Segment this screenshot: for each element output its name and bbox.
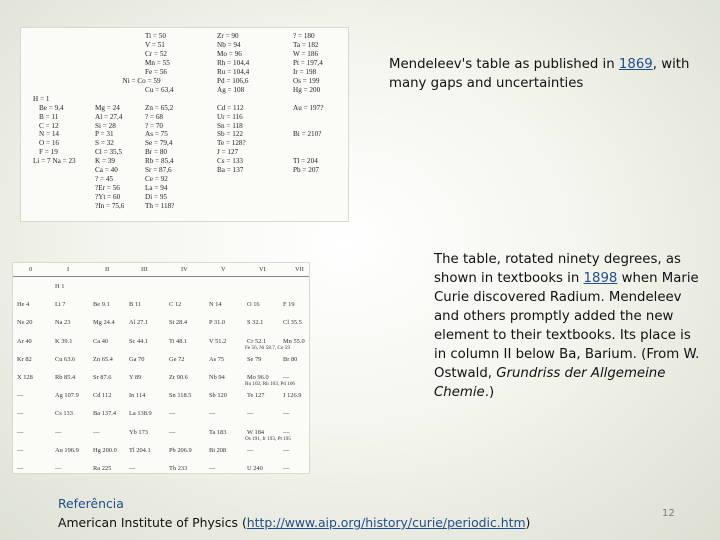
table-1898-cell: N 14 xyxy=(209,301,222,309)
table-1898-cell: F 19 xyxy=(283,301,295,309)
table-1898-cell: — xyxy=(17,428,24,436)
table-1898-cell: Th 233 xyxy=(169,465,188,472)
table-1869-cell: Tl = 204 xyxy=(293,157,318,166)
table-1869-cell: F = 19 xyxy=(39,148,58,157)
table-1898-cell: Kr 82 xyxy=(17,355,32,363)
table-1869-cell: Se = 79,4 xyxy=(145,139,173,148)
table-1898-cell: J 126.9 xyxy=(283,392,302,400)
table-1869-cell: Th = 118? xyxy=(145,202,175,211)
table-1869-cell: La = 94 xyxy=(145,184,168,193)
table-1898-cell: H 1 xyxy=(55,283,65,290)
table-1898-cell: Y 89 xyxy=(129,374,142,381)
caption-1869-text-after: , with many gaps and uncertainties xyxy=(389,57,690,91)
caption-1898-text-part2: when Marie Curie discovered Radium. Mendeleev and others promptly added the new element to their textbooks. Its place is in column II below Ba, Barium. (From W. Ostwald, xyxy=(434,271,700,381)
table-1898-cell: Ta 183 xyxy=(209,428,227,436)
table-1898-cell: La 138.9 xyxy=(129,410,152,418)
table-1869-cell: Os = 199 xyxy=(293,76,320,85)
table-1898-cell: Mn 55.0 xyxy=(283,337,305,345)
table-1898-cell: — xyxy=(283,374,290,381)
table-1869-cell: Cr = 52 xyxy=(145,49,168,58)
table-1898-cell: Sr 87.6 xyxy=(93,374,112,381)
table-1898-cell: Te 127 xyxy=(247,392,265,400)
table-1898-cell: Bi 208 xyxy=(209,446,227,454)
table-1898-cell: Ga 70 xyxy=(129,355,145,363)
table-1869-cell: ? = 70 xyxy=(145,121,164,130)
table-1898-header: IV xyxy=(181,266,188,273)
table-1898-cell: Zr 90.6 xyxy=(169,374,188,381)
table-1898-cell: Ba 137.4 xyxy=(93,410,117,418)
table-1869-cell: Ta = 182 xyxy=(293,40,319,49)
table-1898-cell: Mo 96.0 xyxy=(247,374,269,381)
table-1898-cell: He 4 xyxy=(17,301,30,309)
table-1898-cell: Ti 48.1 xyxy=(169,337,188,345)
table-1869-cell: Ni = Co = 59 xyxy=(122,76,161,85)
table-1898-group-viii: Ru 102, Rh 103, Pd 106 xyxy=(245,381,296,387)
table-1869-cell: Cl = 35,5 xyxy=(95,148,123,157)
mendeleev-1869-table-image xyxy=(20,27,349,222)
reference-source-text: American Institute of Physics ( xyxy=(58,515,247,530)
table-1898-cell: Na 23 xyxy=(55,319,71,327)
table-1869-cell: ?In = 75,6 xyxy=(95,202,125,211)
table-1869-cell: H = 1 xyxy=(33,94,50,103)
table-1898-cell: — xyxy=(17,392,24,400)
year-1898-link[interactable]: 1898 xyxy=(583,271,618,286)
reference-source xyxy=(58,515,530,530)
table-1869-cell: Ba = 137 xyxy=(217,166,244,175)
table-1898-cell: Zn 65.4 xyxy=(93,355,113,363)
mendeleev-1898-table-image xyxy=(12,262,310,474)
table-1869-cell: W = 186 xyxy=(293,49,319,58)
table-1898-cell: Ar 40 xyxy=(17,337,32,345)
table-1898-cell: Si 28.4 xyxy=(169,319,188,327)
table-1898-cell: — xyxy=(209,465,216,472)
table-1898-cell: Tl 204.1 xyxy=(129,446,151,454)
table-1898-cell: Pb 206.9 xyxy=(169,446,192,454)
table-1898-cell: — xyxy=(247,446,254,454)
caption-1898 xyxy=(434,250,702,402)
table-1898-cell: Ca 40 xyxy=(93,337,109,345)
table-1869-cell: Pt = 197,4 xyxy=(293,58,323,67)
table-1869-cell: Fe = 56 xyxy=(145,67,168,76)
table-1898-cell: — xyxy=(17,446,24,454)
reference-close-paren: ) xyxy=(525,515,531,530)
table-1869-cell: C = 12 xyxy=(39,121,59,130)
table-1869-cell: S = 32 xyxy=(95,139,114,148)
table-1898-header: III xyxy=(141,266,148,273)
table-1869-cell: N = 14 xyxy=(39,130,60,139)
table-1869-cell: Si = 28 xyxy=(95,121,116,130)
table-1869-cell: Br = 80 xyxy=(145,148,168,157)
table-1869-cell: Hg = 200 xyxy=(293,85,321,94)
table-1869-cell: Zr = 90 xyxy=(217,32,239,40)
table-1898-header-rule xyxy=(13,276,309,277)
table-1898-cell: W 184 xyxy=(247,428,265,436)
table-1898-header: VII xyxy=(295,266,304,273)
table-1869-cell: Ag = 108 xyxy=(217,85,245,94)
table-1869-cell: Mo = 96 xyxy=(217,49,242,58)
table-1898-cell: Sn 118.5 xyxy=(169,392,192,400)
table-1898-cell: Li 7 xyxy=(55,301,66,309)
table-1898-cell: — xyxy=(129,465,136,472)
table-1898-header: I xyxy=(67,266,70,273)
table-1898-cell: C 12 xyxy=(169,301,182,309)
table-1869-cell: Ce = 92 xyxy=(145,175,168,184)
table-1898-cell: Cl 35.5 xyxy=(283,319,302,327)
table-1898-cell: V 51.2 xyxy=(209,337,227,345)
table-1898-cell: K 39.1 xyxy=(55,337,73,345)
table-1898-cell: Mg 24.4 xyxy=(93,319,115,327)
table-1869-cell: Al = 27,4 xyxy=(95,112,123,121)
table-1869-cell: Pb = 207 xyxy=(293,166,320,175)
table-1869-cell: O = 16 xyxy=(39,139,60,148)
table-1898-cell: Be 9.1 xyxy=(93,301,110,309)
table-1898-group-viii: Fe 56, Ni 58.7, Co 59 xyxy=(245,344,290,351)
caption-1898-text-part3: .) xyxy=(484,385,495,400)
table-1869-cell: ? = 45 xyxy=(95,175,114,184)
table-1898-group-viii: Os 191, Ir 193, Pt 195 xyxy=(245,435,291,442)
table-1898-cell: Cs 133 xyxy=(55,410,73,418)
table-1898-cell: — xyxy=(169,410,176,418)
table-1869-cell: Ti = 50 xyxy=(145,32,166,40)
reference-url-link[interactable]: http://www.aip.org/history/curie/periodic.htm xyxy=(246,515,526,530)
table-1898-header: 0 xyxy=(29,266,33,273)
caption-1869 xyxy=(389,55,709,93)
table-1869-cell: ? = 68 xyxy=(145,112,164,121)
table-1898-cell: B 11 xyxy=(129,301,142,309)
table-1898-cell: — xyxy=(247,410,254,418)
table-1898-cell: — xyxy=(55,465,62,472)
table-1869-cell: Rh = 104,4 xyxy=(217,58,250,67)
table-1898-cell: — xyxy=(283,410,290,418)
table-1869-cell: Rb = 85,4 xyxy=(145,157,174,166)
table-1898-cell: — xyxy=(283,428,290,436)
year-1869-link[interactable]: 1869 xyxy=(618,57,653,72)
table-1898-header: V xyxy=(221,266,226,273)
table-1869-cell: Cd = 112 xyxy=(217,103,244,112)
table-1869-cell: Zn = 65,2 xyxy=(145,103,174,112)
table-1898-cell: O 16 xyxy=(247,301,260,309)
table-1869-cell: Nb = 94 xyxy=(217,40,241,49)
table-1869-cell: Ca = 40 xyxy=(95,166,118,175)
slide-number: 12 xyxy=(662,508,675,519)
table-1869-cell: V = 51 xyxy=(145,40,165,49)
reference-heading: Referência xyxy=(58,496,124,511)
table-1898-cell: — xyxy=(209,410,216,418)
table-1869-cell: Au = 197? xyxy=(293,103,324,112)
table-1898-cell: S 32.1 xyxy=(247,319,264,327)
table-1898-cell: Br 80 xyxy=(283,355,298,363)
table-1898-cell: Au 196.9 xyxy=(55,446,79,454)
table-1869-cell: P = 31 xyxy=(95,130,114,139)
table-1869-cell: Li = 7 Na = 23 xyxy=(33,157,76,166)
table-1898-cell: Hg 200.0 xyxy=(93,446,117,454)
table-1869-cell: Ru = 104,4 xyxy=(217,67,250,76)
table-1869-cell: Cu = 63,4 xyxy=(145,85,174,94)
table-1898-cell: In 114 xyxy=(129,392,146,400)
table-1898-cell: — xyxy=(93,428,100,436)
table-1869-cell: Be = 9,4 xyxy=(39,103,64,112)
table-1898-cell: U 240 xyxy=(247,465,263,472)
table-1869-cell: ?Yt = 60 xyxy=(95,193,121,202)
table-1869-cell: Sr = 87,6 xyxy=(145,166,172,175)
caption-1898-text-part1: The table, rotated ninety degrees, as shown in textbooks in xyxy=(434,252,681,286)
table-1898-header: II xyxy=(105,266,110,273)
book-title: Grundriss der Allgemeine Chemie xyxy=(434,366,666,400)
table-1869-cell: Te = 128? xyxy=(217,139,246,148)
table-1869-cell: Cs = 133 xyxy=(217,157,244,166)
table-1898-cell: X 128 xyxy=(17,374,33,381)
table-1898-cell: Ag 107.9 xyxy=(55,392,79,400)
table-1898-cell: Ra 225 xyxy=(93,465,112,472)
table-1869-cell: Mn = 55 xyxy=(145,58,170,67)
table-1869-cell: Pd = 106,6 xyxy=(217,76,249,85)
table-1869-cell: ? = 180 xyxy=(293,32,315,40)
table-1869-cell: Sn = 118 xyxy=(217,121,243,130)
table-1869-cell: Bi = 210? xyxy=(293,130,322,139)
table-1869-cell: Ir = 198 xyxy=(293,67,317,76)
table-1869-cell: ?Er = 56 xyxy=(95,184,120,193)
table-1869-cell: Sb = 122 xyxy=(217,130,244,139)
table-1898-cell: — xyxy=(55,428,62,436)
table-1898-header: VI xyxy=(259,266,266,273)
table-1898-cell: — xyxy=(17,410,24,418)
table-1898-cell: Ge 72 xyxy=(169,355,185,363)
table-1898-cell: Cu 63.6 xyxy=(55,355,76,363)
caption-1869-text-before: Mendeleev's table as published in xyxy=(389,57,619,72)
table-1869-cell: B = 11 xyxy=(39,112,59,121)
table-1898-cell: — xyxy=(17,465,24,472)
table-1898-cell: P 31.0 xyxy=(209,319,226,327)
table-1898-cell: Ne 20 xyxy=(17,319,33,327)
table-1898-cell: Nb 94 xyxy=(209,374,225,381)
table-1898-cell: Sb 120 xyxy=(209,392,227,400)
table-1898-cell: Cr 52.1 xyxy=(247,337,267,345)
table-1898-cell: As 75 xyxy=(209,355,225,363)
table-1898-cell: Yb 173 xyxy=(129,428,148,436)
table-1898-cell: Se 79 xyxy=(247,355,262,363)
table-1898-cell: — xyxy=(283,465,290,472)
table-1898-cell: — xyxy=(169,428,176,436)
table-1869-cell: Mg = 24 xyxy=(95,103,120,112)
table-1898-cell: Cd 112 xyxy=(93,392,112,400)
table-1869-cell: As = 75 xyxy=(145,130,168,139)
table-1898-cell: Sc 44.1 xyxy=(129,337,149,345)
table-1869-cell: K = 39 xyxy=(95,157,116,166)
table-1898-cell: Rb 85.4 xyxy=(55,374,76,381)
table-1898-cell: — xyxy=(283,446,290,454)
table-1869-cell: Ur = 116 xyxy=(217,112,243,121)
table-1869-cell: J = 127 xyxy=(217,148,239,157)
table-1898-cell: Al 27.1 xyxy=(129,319,149,327)
table-1869-cell: Di = 95 xyxy=(145,193,168,202)
